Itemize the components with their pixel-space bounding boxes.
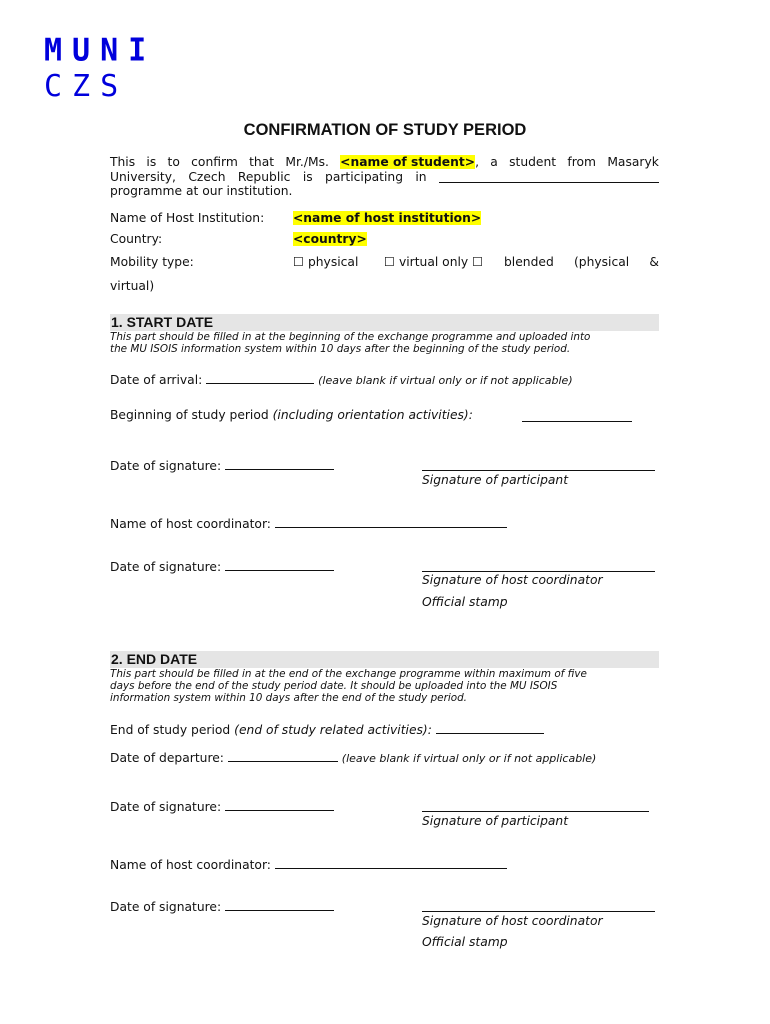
country-label: Country:: [110, 232, 163, 246]
section-start-date-heading: 1. START DATE: [110, 314, 659, 331]
date-of-signature-label: Date of signature:: [110, 560, 222, 574]
intro-word: is: [302, 169, 313, 184]
end-of-study-field[interactable]: [436, 721, 544, 734]
host-coordinator-field-2[interactable]: [275, 856, 507, 869]
date-of-signature-participant-row: [110, 457, 334, 473]
official-stamp-caption: Official stamp: [422, 595, 508, 609]
departure-row: [110, 749, 596, 765]
note-line: This part should be filled in at the beginning of the exchange programme and uploaded into: [110, 331, 591, 343]
arrival-row: [110, 371, 573, 387]
departure-label: Date of departure:: [110, 751, 224, 765]
end-of-study-row: [110, 721, 544, 737]
document-title: CONFIRMATION OF STUDY PERIOD: [243, 121, 527, 139]
date-of-signature-field[interactable]: [225, 798, 334, 811]
date-of-signature-coordinator-row-2: [110, 898, 334, 914]
intro-word: Czech: [188, 169, 226, 184]
date-of-signature-field[interactable]: [225, 457, 334, 470]
intro-word: ,: [475, 155, 479, 169]
date-of-signature-participant-row-2: [110, 798, 334, 814]
intro-line-2: [110, 170, 659, 185]
participant-signature-caption-2: Signature of participant: [422, 814, 569, 828]
beginning-row: [110, 408, 473, 422]
intro-word: participating: [325, 169, 404, 184]
section-end-note: [110, 668, 659, 705]
date-of-signature-label: Date of signature:: [110, 900, 222, 914]
checkbox-icon[interactable]: ☐: [472, 255, 484, 269]
intro-line-1: [110, 155, 659, 170]
intro-word: confirm: [191, 155, 238, 169]
intro-word: is: [146, 155, 157, 169]
logo-line-muni: MUNI: [44, 32, 157, 69]
section-end-date-heading: 2. END DATE: [110, 651, 659, 668]
intro-word: from: [567, 155, 597, 169]
intro-word: to: [167, 155, 180, 169]
intro-word: in: [415, 169, 427, 184]
note-line: This part should be filled in at the end of the exchange programme within maximum of five: [110, 668, 587, 680]
beginning-date-field[interactable]: [522, 421, 632, 422]
intro-word: student: [509, 155, 557, 169]
host-coordinator-row: [110, 515, 507, 531]
end-of-study-hint: (end of study related activities):: [234, 723, 432, 737]
end-of-study-label: End of study period: [110, 723, 231, 737]
host-institution-label: Name of Host Institution:: [110, 211, 265, 225]
participant-signature-field[interactable]: [422, 470, 655, 471]
beginning-hint: (including orientation activities):: [272, 408, 473, 422]
coordinator-signature-field[interactable]: [422, 571, 655, 572]
host-coordinator-row-2: [110, 856, 507, 872]
arrival-hint: (leave blank if virtual only or if not applicable): [318, 374, 573, 387]
mobility-option-virtual[interactable]: [384, 255, 483, 269]
note-line: information system within 10 days after the end of the study period.: [110, 692, 467, 705]
student-name-placeholder[interactable]: <name of student>: [340, 155, 476, 169]
intro-paragraph: [110, 155, 659, 199]
intro-word: that: [249, 155, 275, 169]
intro-line-3: programme at our institution.: [110, 184, 293, 198]
departure-date-field[interactable]: [228, 749, 338, 762]
checkbox-icon[interactable]: ☐: [384, 255, 396, 269]
departure-hint: (leave blank if virtual only or if not applicable): [341, 752, 597, 765]
beginning-label: Beginning of study period: [110, 408, 269, 422]
intro-word: a: [490, 155, 498, 169]
intro-word: This: [110, 155, 136, 169]
coordinator-signature-field-2[interactable]: [422, 911, 655, 912]
date-of-signature-field[interactable]: [225, 898, 334, 911]
country-placeholder[interactable]: <country>: [293, 232, 367, 246]
intro-word: Republic: [237, 169, 291, 184]
host-coordinator-label: Name of host coordinator:: [110, 517, 271, 531]
official-stamp-caption-2: Official stamp: [422, 935, 508, 949]
participant-signature-field-2[interactable]: [422, 811, 649, 812]
mobility-type-label: Mobility type:: [110, 255, 194, 269]
mobility-option-label: &: [649, 255, 659, 269]
arrival-label: Date of arrival:: [110, 373, 203, 387]
host-coordinator-field[interactable]: [275, 515, 507, 528]
checkbox-icon[interactable]: ☐: [293, 255, 305, 269]
section-start-note: [110, 331, 659, 355]
date-of-signature-coordinator-row: [110, 558, 334, 574]
participant-signature-caption: Signature of participant: [422, 473, 569, 487]
mobility-option-blended-cont: virtual): [110, 279, 155, 293]
intro-word: Mr./Ms.: [285, 155, 329, 169]
mobility-option-physical[interactable]: [293, 255, 358, 269]
mobility-option-label: physical: [307, 255, 359, 269]
date-of-signature-field[interactable]: [225, 558, 334, 571]
mobility-option-blended[interactable]: [504, 255, 659, 269]
date-of-signature-label: Date of signature:: [110, 459, 222, 473]
intro-word: University,: [110, 169, 176, 184]
note-line: the MU ISOIS information system within 10 days after the beginning of the study period.: [110, 343, 571, 356]
logo-line-czs: CZS: [44, 69, 129, 104]
mobility-option-label: blended: [504, 255, 554, 269]
host-institution-placeholder[interactable]: <name of host institution>: [293, 211, 482, 225]
mobility-option-label: (physical: [573, 255, 630, 269]
programme-name-field[interactable]: [439, 170, 659, 183]
host-coordinator-label: Name of host coordinator:: [110, 858, 271, 872]
mobility-option-label: virtual only: [398, 255, 469, 269]
muni-czs-logo: [44, 32, 157, 104]
intro-word: Masaryk: [607, 155, 659, 169]
note-line: days before the end of the study period date. It should be uploaded into the MU ISOIS: [110, 680, 558, 693]
coordinator-signature-caption-2: Signature of host coordinator: [422, 914, 603, 928]
coordinator-signature-caption: Signature of host coordinator: [422, 573, 603, 587]
arrival-date-field[interactable]: [206, 371, 314, 384]
date-of-signature-label: Date of signature:: [110, 800, 222, 814]
